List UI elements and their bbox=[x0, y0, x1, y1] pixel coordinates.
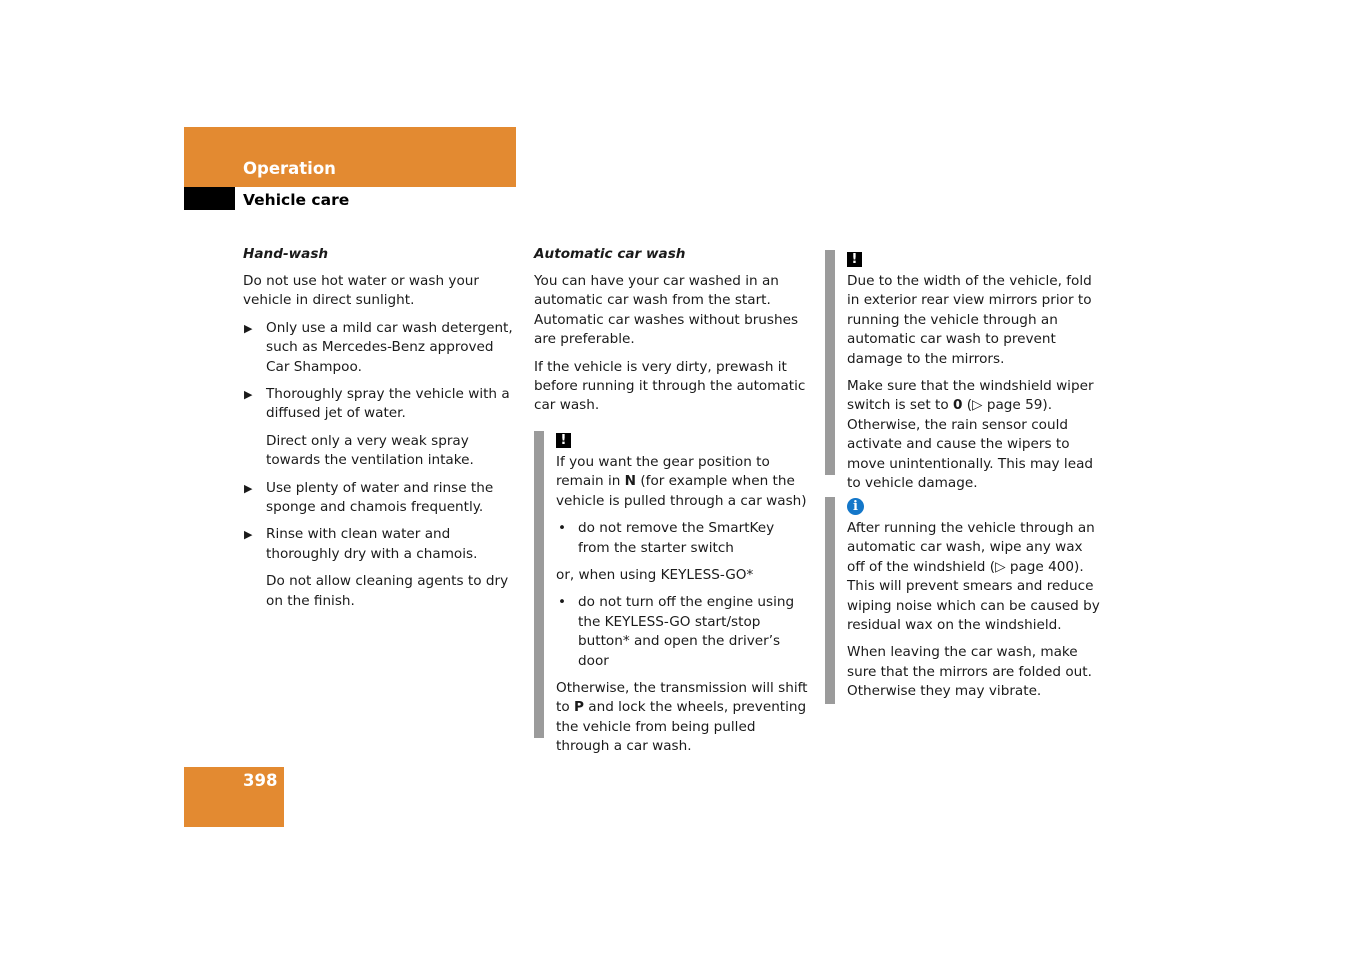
keyless-go-text: or, when using KEYLESS-GO* bbox=[556, 567, 754, 584]
gear-p-label: P bbox=[573, 699, 584, 716]
automatic-wash-column bbox=[534, 244, 806, 424]
step-arrow-icon: ▶ bbox=[244, 528, 253, 542]
hand-wash-intro: Do not use hot water or wash your vehicle in direct sunlight. bbox=[243, 273, 479, 309]
hand-wash-step bbox=[243, 479, 521, 518]
wiper-warning-paragraph bbox=[847, 377, 1101, 493]
mirror-warning-body bbox=[847, 250, 1101, 501]
section-tab-marker bbox=[184, 187, 235, 210]
mirror-info-paragraph: When leaving the car wash, make sure that the mirrors are folded out. Otherwise they may vibrate. bbox=[847, 644, 1092, 700]
text-run: Otherwise, the transmission will shift to bbox=[556, 680, 808, 716]
text-run: Make sure that the windshield wiper switch is set to bbox=[847, 378, 1094, 414]
section-title: Operation bbox=[243, 159, 336, 178]
mirror-warning-paragraph: Due to the width of the vehicle, fold in exterior rear view mirrors prior to running the vehicle through an automatic car wash to prevent damage to the mirrors. bbox=[847, 273, 1092, 367]
subsection-title: Vehicle care bbox=[243, 191, 350, 209]
gear-warning-intro bbox=[556, 453, 809, 511]
text-run: (for example when the vehicle is pulled through a car wash) bbox=[556, 473, 807, 509]
text-run: and lock the wheels, preventing the vehicle from being pulled through a car wash. bbox=[556, 699, 807, 755]
step-arrow-icon: ▶ bbox=[244, 481, 253, 495]
wax-info-note bbox=[825, 497, 1103, 704]
gear-n-label: N bbox=[624, 473, 637, 490]
text-run: (▷ page 59). Otherwise, the rain sensor could activate and cause the wipers to move unintentionally. This may lead to vehicle damage. bbox=[847, 397, 1094, 492]
hand-wash-heading: Hand-wash bbox=[243, 246, 329, 262]
wiper-position-label: 0 bbox=[952, 397, 963, 414]
automatic-wash-paragraph: You can have your car washed in an automatic car wash from the start. Automatic car washes without brushes are preferable. bbox=[534, 273, 799, 348]
gear-warning-note bbox=[534, 431, 809, 755]
wax-info-paragraph: After running the vehicle through an automatic car wash, wipe any wax off of the windshield (▷ page 400). This will prevent smears and reduce wiping noise which can be caused by residual wax on the windshield. bbox=[847, 520, 1100, 634]
info-icon: i bbox=[847, 498, 864, 515]
mirror-warning-note bbox=[825, 250, 1103, 492]
step-text: Thoroughly spray the vehicle with a diffused jet of water. bbox=[266, 386, 510, 422]
wax-info-body bbox=[847, 497, 1101, 710]
step-note: Direct only a very weak spray towards the ventilation intake. bbox=[266, 432, 474, 469]
text-run: If you want the gear position to remain in bbox=[556, 454, 770, 490]
note-side-bar bbox=[825, 497, 835, 704]
bullet-text: do not turn off the engine using the KEYLESS-GO start/stop button* and open the driver’s door bbox=[578, 594, 795, 669]
hand-wash-step bbox=[243, 385, 521, 424]
automatic-wash-heading: Automatic car wash bbox=[534, 246, 686, 262]
header-band bbox=[184, 127, 516, 187]
warning-icon: ! bbox=[847, 252, 862, 267]
gear-warning-body bbox=[556, 431, 809, 765]
step-arrow-icon: ▶ bbox=[244, 388, 253, 402]
hand-wash-step bbox=[243, 319, 521, 377]
list-item bbox=[556, 593, 809, 671]
step-arrow-icon: ▶ bbox=[244, 321, 253, 335]
warning-icon: ! bbox=[556, 433, 571, 448]
note-side-bar bbox=[825, 250, 835, 475]
gear-warning-outro bbox=[556, 679, 809, 757]
step-text: Rinse with clean water and thoroughly dry with a chamois. bbox=[266, 526, 478, 562]
bullet-icon: • bbox=[558, 594, 567, 611]
bullet-icon: • bbox=[558, 520, 567, 537]
step-text: Only use a mild car wash detergent, such as Mercedes-Benz approved Car Shampoo. bbox=[266, 319, 513, 375]
automatic-wash-paragraph: If the vehicle is very dirty, prewash it before running it through the automatic car wash. bbox=[534, 358, 806, 414]
note-side-bar bbox=[534, 431, 544, 738]
page-number: 398 bbox=[243, 771, 278, 790]
step-text: Use plenty of water and rinse the sponge and chamois frequently. bbox=[266, 479, 494, 516]
list-item bbox=[556, 519, 809, 558]
hand-wash-column bbox=[243, 244, 521, 619]
bullet-text: do not remove the SmartKey from the starter switch bbox=[578, 520, 775, 556]
hand-wash-step bbox=[243, 525, 521, 564]
step-note: Do not allow cleaning agents to dry on the finish. bbox=[266, 573, 509, 609]
